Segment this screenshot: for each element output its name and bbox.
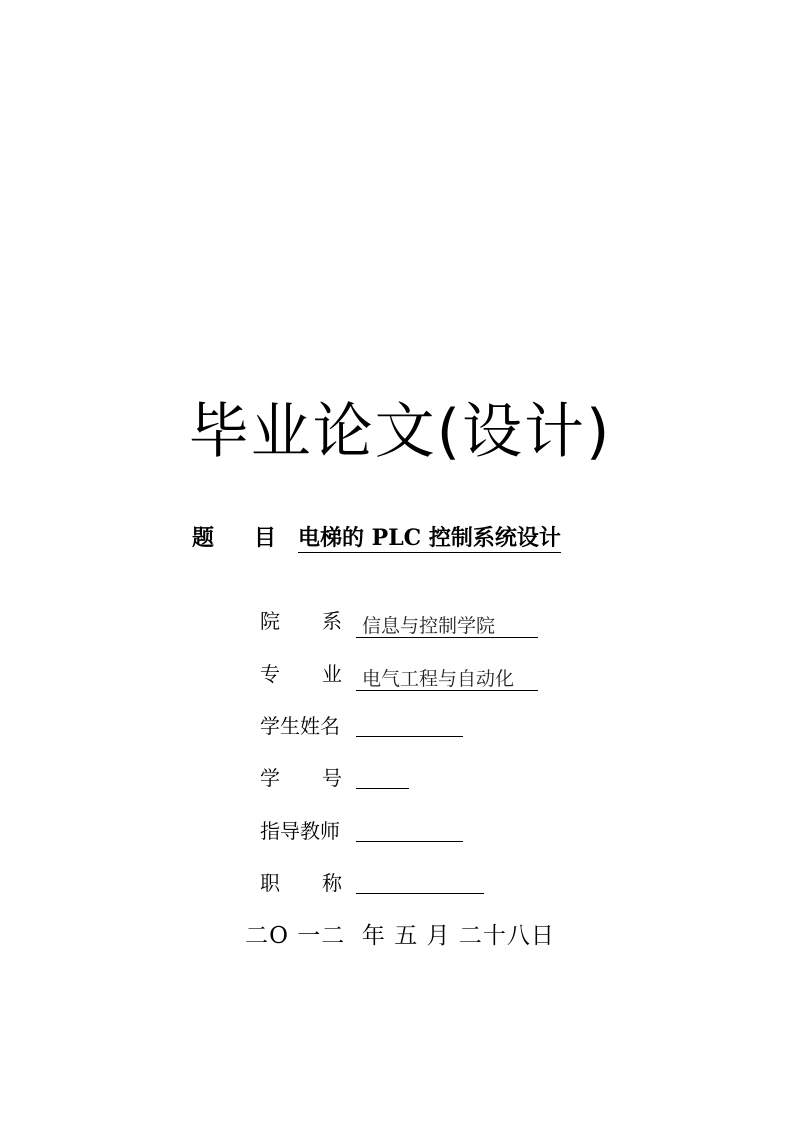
major-value: 电气工程与自动化 [356, 668, 538, 691]
student-id-label: 学 号 [260, 766, 342, 790]
department-row [260, 605, 538, 637]
title-rank-row [260, 867, 484, 899]
title-rank-value [356, 871, 484, 894]
title-rank-label: 职 称 [260, 871, 342, 895]
major-row [260, 658, 538, 690]
subject-label: 题 目 [192, 525, 277, 551]
submission-date: 二O 一二 年 五 月 二十八日 [245, 923, 555, 949]
department-value: 信息与控制学院 [356, 615, 538, 638]
subject-row [192, 520, 561, 556]
student-name-label: 学生姓名 [260, 714, 340, 738]
student-name-row [260, 710, 463, 742]
supervisor-value [356, 819, 463, 842]
student-id-row [260, 762, 409, 794]
department-label: 院 系 [260, 609, 342, 633]
supervisor-row [260, 815, 463, 847]
page-title: 毕业论文(设计) [188, 397, 612, 467]
student-id-value [356, 766, 409, 789]
subject-value: 电梯的 PLC 控制系统设计 [298, 525, 561, 551]
supervisor-label: 指导教师 [260, 819, 340, 843]
major-label: 专 业 [260, 662, 342, 686]
student-name-value [356, 714, 463, 737]
